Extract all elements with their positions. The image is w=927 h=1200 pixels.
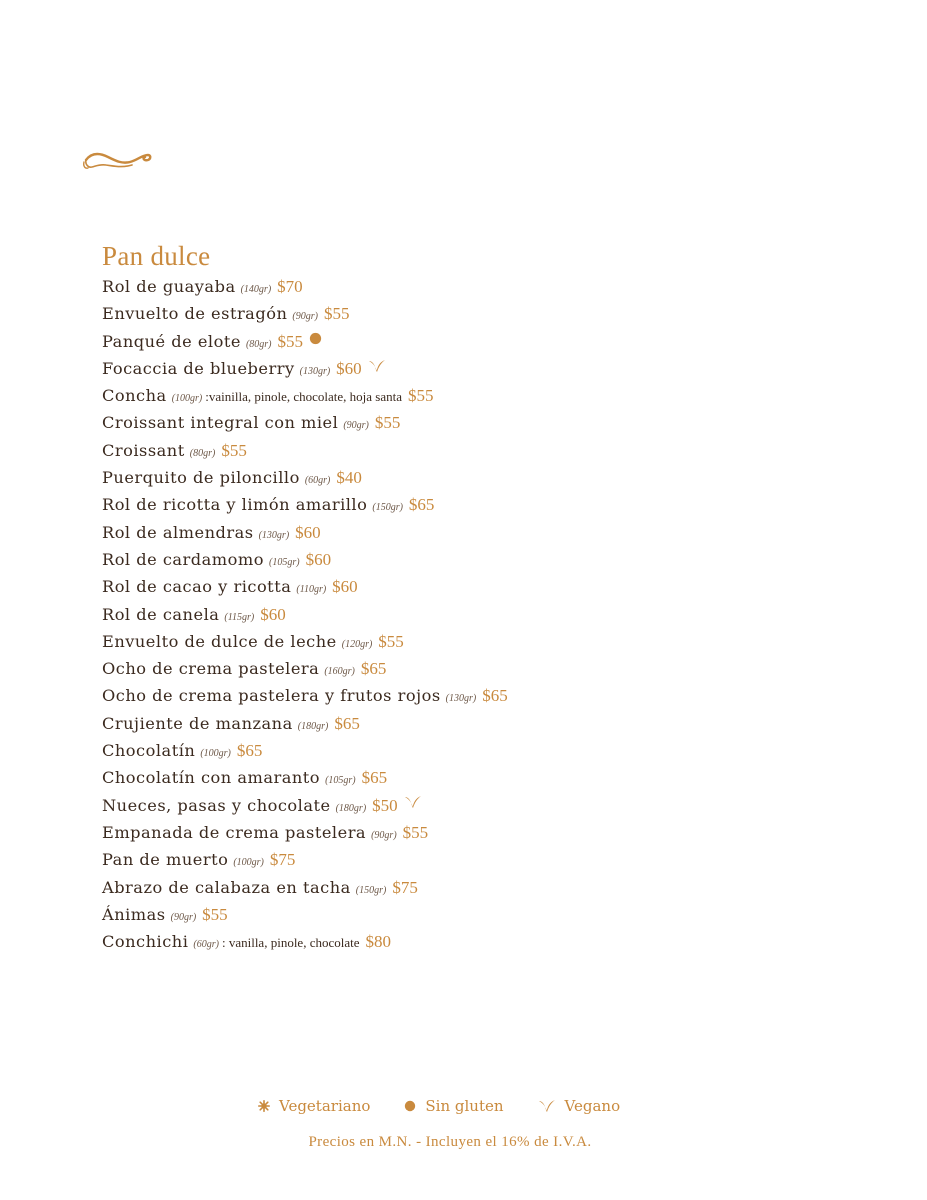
item-name: Chocolatín con amaranto [102, 768, 321, 788]
item-price: $50 [372, 795, 398, 815]
vegan-leaf-icon [538, 1099, 556, 1113]
item-name: Rol de canela [102, 604, 220, 624]
item-weight: (100gr) [233, 857, 264, 869]
item-weight: (90gr) [292, 311, 318, 323]
item-price: $55 [221, 440, 247, 460]
item-name: Croissant [102, 440, 185, 460]
item-name: Crujiente de manzana [102, 713, 293, 733]
legend-item-vegetarian [258, 1097, 370, 1115]
legend-label-vegetarian: Vegetariano [279, 1097, 371, 1115]
vegan-leaf-icon [404, 790, 422, 817]
legend-label-vegan: Vegano [564, 1097, 621, 1115]
menu-item [102, 409, 508, 436]
item-price: $60 [332, 577, 358, 597]
menu-item [102, 546, 508, 573]
item-name: Empanada de crema pastelera [102, 822, 367, 842]
item-weight: (90gr) [371, 829, 397, 841]
item-name: Chocolatín [102, 741, 196, 761]
item-weight: (110gr) [296, 584, 327, 596]
item-price: $60 [260, 604, 286, 624]
menu-list [102, 273, 508, 955]
item-name: Conchichi [102, 932, 189, 952]
vegetarian-flower-icon [258, 1100, 270, 1112]
item-name: Rol de guayaba [102, 277, 236, 296]
item-name: Croissant integral con miel [102, 413, 339, 433]
item-weight: (100gr) [200, 748, 231, 760]
item-name: Puerquito de piloncillo [102, 468, 300, 488]
item-price: $65 [360, 659, 387, 679]
item-name: Rol de almendras [102, 522, 254, 542]
item-weight: (80gr) [189, 447, 216, 459]
item-name: Rol de cardamomo [102, 549, 265, 569]
menu-item [102, 519, 508, 546]
item-name: Focaccia de blueberry [102, 358, 295, 378]
item-name: Concha [102, 386, 167, 406]
item-weight: (105gr) [325, 775, 356, 787]
menu-item [102, 928, 508, 955]
item-price: $75 [392, 877, 418, 897]
menu-item [102, 382, 508, 409]
legend-item-gluten-free [404, 1097, 503, 1115]
item-price: $55 [323, 304, 350, 324]
menu-item [102, 846, 508, 873]
menu-item [102, 573, 508, 600]
item-name: Ocho de crema pastelera y frutos rojos [102, 686, 441, 706]
menu-item [102, 464, 508, 491]
item-price: $55 [374, 413, 401, 433]
item-name: Ocho de crema pastelera [102, 659, 320, 679]
item-weight: (90gr) [343, 420, 369, 432]
legend-label-gluten-free: Sin gluten [425, 1097, 504, 1115]
menu-item [102, 764, 508, 791]
dietary-legend [258, 1093, 620, 1119]
item-price: $65 [361, 768, 388, 788]
item-weight: (90gr) [170, 911, 197, 923]
item-name: Nueces, pasas y chocolate [102, 795, 331, 815]
section-title: Pan dulce [102, 241, 211, 271]
item-price: $55 [277, 331, 303, 351]
menu-item [102, 901, 508, 928]
gluten-free-dot-icon [404, 1100, 416, 1112]
item-weight: (140gr) [240, 284, 272, 295]
item-weight: (115gr) [224, 611, 255, 623]
price-disclaimer: Precios en M.N. - Incluyen el 16% de I.V.A. [308, 1134, 592, 1150]
menu-item [102, 601, 508, 628]
item-price: $40 [336, 468, 362, 488]
menu-item [102, 792, 508, 819]
item-flavors: : vanilla, pinole, chocolate [221, 935, 360, 951]
item-weight: (150gr) [355, 884, 387, 896]
item-weight: (180gr) [297, 720, 329, 732]
item-weight: (60gr) [193, 939, 219, 951]
item-weight: (150gr) [372, 502, 403, 514]
item-name: Panqué de elote [102, 331, 241, 351]
menu-item [102, 355, 508, 382]
item-weight: (60gr) [304, 475, 331, 487]
item-weight: (130gr) [299, 365, 331, 377]
menu-item [102, 300, 508, 327]
item-price: $65 [408, 495, 435, 515]
legend-item-vegan [538, 1097, 621, 1115]
menu-item [102, 328, 508, 355]
item-name: Abrazo de calabaza en tacha [102, 877, 351, 897]
gluten-free-dot-icon [309, 326, 322, 353]
menu-item [102, 710, 508, 737]
item-price: $75 [269, 850, 296, 870]
item-weight: (80gr) [245, 338, 272, 350]
item-weight: (105gr) [269, 556, 300, 568]
item-name: Envuelto de estragón [102, 304, 288, 324]
item-name: Rol de cacao y ricotta [102, 577, 292, 597]
menu-item [102, 655, 508, 682]
item-price: $55 [378, 631, 404, 651]
item-price: $70 [277, 277, 303, 296]
menu-item [102, 491, 508, 518]
menu-item [102, 628, 508, 655]
menu-item [102, 819, 508, 846]
menu-item [102, 874, 508, 901]
item-weight: (100gr) [171, 393, 203, 405]
item-price: $60 [295, 522, 321, 542]
item-price: $55 [408, 386, 434, 406]
item-weight: (130gr) [258, 529, 290, 541]
flourish-ornament-icon [82, 146, 152, 176]
menu-item [102, 437, 508, 464]
vegan-leaf-icon [368, 354, 386, 381]
item-name: Rol de ricotta y limón amarillo [102, 495, 368, 515]
item-price: $60 [305, 549, 332, 569]
item-price: $55 [402, 822, 429, 842]
item-price: $65 [236, 741, 263, 761]
item-price: $80 [365, 932, 392, 952]
menu-item [102, 737, 508, 764]
item-weight: (160gr) [324, 666, 355, 678]
item-weight: (120gr) [341, 638, 373, 650]
item-price: $65 [334, 713, 360, 733]
item-price: $65 [482, 686, 508, 706]
item-name: Envuelto de dulce de leche [102, 631, 337, 651]
item-weight: (180gr) [335, 802, 367, 814]
item-flavors: :vainilla, pinole, chocolate, hoja santa [205, 389, 403, 405]
menu-item [102, 273, 508, 300]
menu-item [102, 682, 508, 709]
item-price: $55 [202, 904, 228, 924]
item-price: $60 [336, 358, 362, 378]
item-name: Pan de muerto [102, 850, 229, 870]
item-name: Ánimas [102, 904, 166, 924]
item-weight: (130gr) [445, 693, 477, 705]
